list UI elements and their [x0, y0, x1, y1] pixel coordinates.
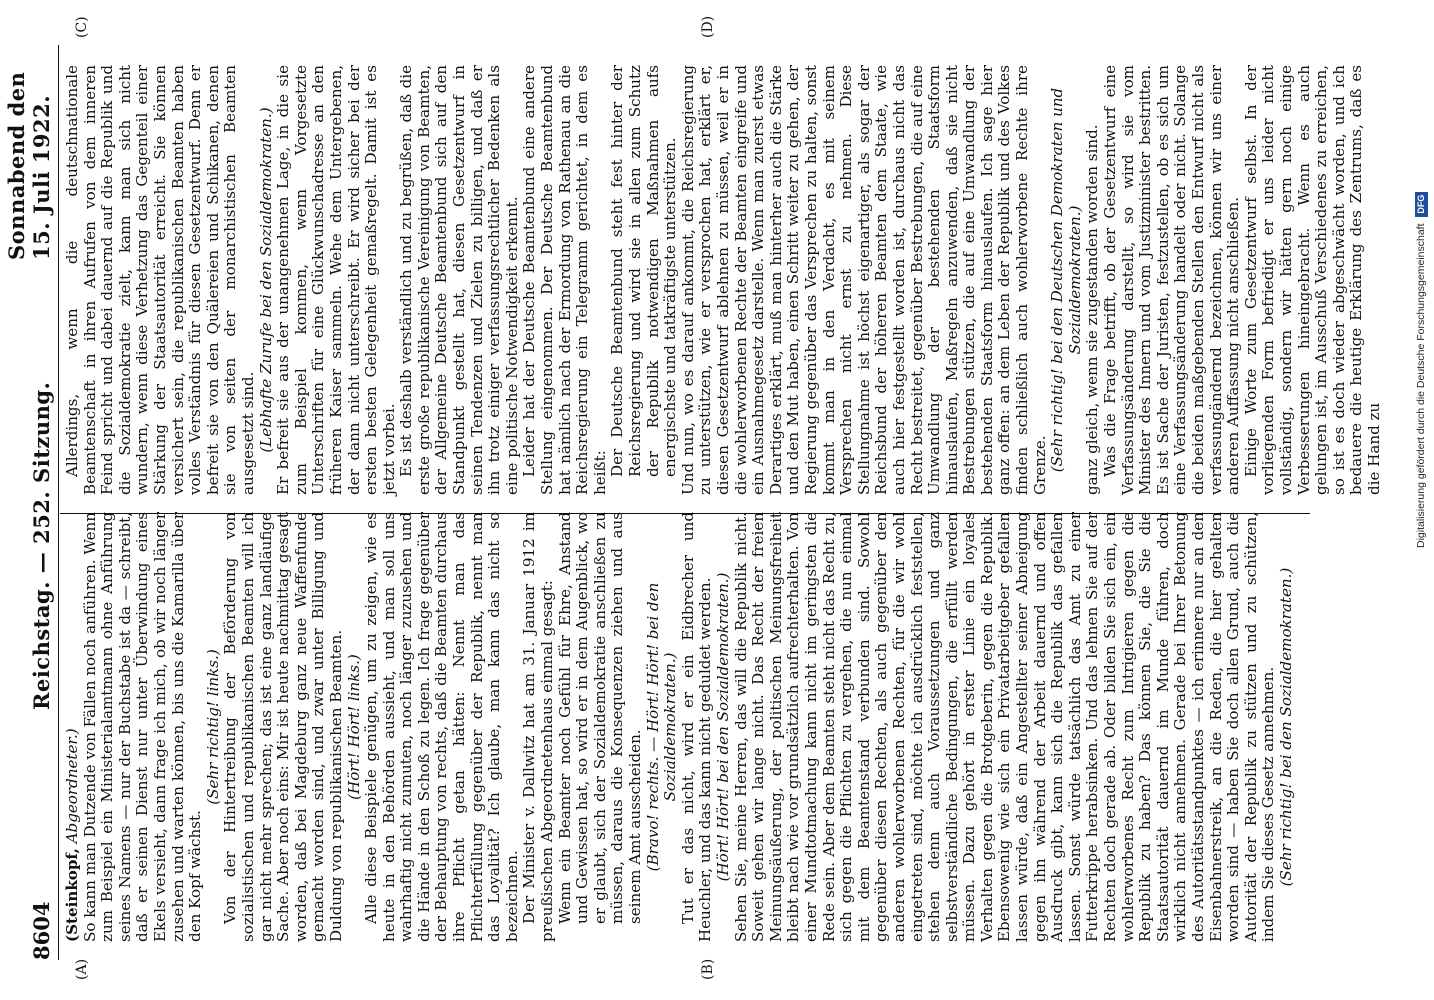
interjection: (Sehr richtig! bei den Deutschen Demokraten und Sozialdemokraten.) [1048, 87, 1084, 473]
paragraph: Einige Worte zum Gesetzentwurf selbst. In der vorliegenden Form befriedigt er uns leider nicht vollständig, sondern wir hätten gern noch einige Verbesserungen hineingebracht. Wenn es auch gelungen ist, im Ausschuß Verschiedenes zu erreichen, so ist es doch wieder abgeschwächt worden, und ich bedauere die heutige Erklärung des Zentrums, daß es die Hand zu [1241, 65, 1383, 495]
interjection: (Sehr richtig! bei den Sozialdemokraten.) [1276, 567, 1295, 887]
speaker-role: Abgeordneter.) [63, 728, 81, 849]
paragraph: Alle diese Beispiele genügen, um zu zeigen, wie es heute in den Behörden aussieht, und man soll uns wahrhaftig nicht zumuten, noch länger zuzusehen und die Hände in den Schoß zu legen. Ich frage gegenüber der Behauptung von rechts, daß die Beamten durchaus ihre Pflicht getan hätten: Nennt man das Pflichterfüllung gegenüber der Republik, nennt man das Loyalität? Ich glaube, man kann das nicht so bezeichnen. [362, 512, 521, 942]
header-right-title: Sonnabend den 15. Juli 1922. [4, 71, 54, 260]
interjection: (Bravo! rechts. — Hört! Hört! bei den Sozialdemokraten.) [643, 582, 680, 872]
header-left-title: Reichstag. — 252. Sitzung. [29, 381, 54, 710]
paragraph: Es ist deshalb verständlich und zu begrüßen, daß die erste große republikanische Vereinigung von Beamten, der Allgemeine Deutsche Beamtenbund sich auf den Standpunkt gestellt hat, diesen Gesetzentwurf in seinen Tendenzen und Zielen zu billigen, und daß er ihn trotz einiger verfassungsrechtlicher Bedenken als eine politische Notwendigkeit erkennt. [397, 65, 521, 495]
paragraph: Er befreit sie aus der unangenehmen Lage, in die sie zum Beispiel kommen, wenn Vorgesetzte Unterschriften für eine Glückwunschadresse an den früheren Kaiser sammeln. Wehe dem Untergebenen, der dann nicht unterschreibt. Er wird sicher bei der ersten besten Gelegenheit gemaßregelt. Damit ist es jetzt vorbei. [274, 65, 398, 495]
margin-mark-b: (B) [700, 958, 716, 980]
interjection: (Sehr richtig! links.) [203, 649, 222, 805]
paragraph: ganz gleich, wenn sie zugestanden worden sind. [1083, 124, 1102, 495]
column-divider [60, 513, 1310, 514]
paragraph: Tut er das nicht, wird er ein Eidbrecher und Heuchler, und das kann nicht geduldet werden. [678, 512, 715, 942]
dfg-logo: DFG [1415, 192, 1428, 217]
quotation: Der Deutsche Beamtenbund steht fest hinter der Reichsregierung und wird sie in allen zum Schutz der Republik notwendigen Maßnahmen aufs energischste und tatkräftigste unterstützen. [608, 65, 680, 477]
interjection: (Hört! Hört! bei den Sozialdemokraten.) [713, 572, 732, 882]
interjection: (Lebhafte Zurufe bei den Sozialdemokraten.) [256, 107, 275, 453]
margin-mark-a: (A) [74, 958, 90, 980]
paragraph: Von der Hintertreibung der Beförderung von sozialistischen und republikanischen Beamten will ich gar nicht mehr sprechen; das ist eine ganz landläufige Sache. Aber noch eins: Mir ist heute nachmittag gesagt worden, daß bei Magdeburg ganz neue Waffenfunde gemacht worden sind, und zwar unter Billigung und Duldung von republikanischen Beamten. [221, 512, 345, 942]
right-text-column [63, 65, 1383, 495]
paragraph: Leider hat der Deutsche Beamtenbund eine andere Stellung eingenommen. Der Deutsche Beamtenbund hat nämlich nach der Ermordung von Rathenau an die Reichsregierung ein Telegramm gerichtet, in dem es heißt: [520, 65, 609, 495]
interjection: (Hört! Hört! links.) [344, 654, 363, 800]
credit-text: Digitalisierung gefördert durch die Deutsche Forschungsgemeinschaft [1415, 223, 1427, 548]
paragraph: Allerdings, wenn die deutschnationale Beamtenschaft in ihren Aufrufen von dem inneren Feind spricht und dabei dauernd auf die Republik und die Sozialdemokratie zielt, kann man sich nicht wundern, wenn diese Verhetzung das Gegenteil einer Stärkung der Staatsautorität erreicht. Sie können versichert sein, die republikanischen Beamten haben volles Verständnis für diesen Gesetzentwurf. Denn er befreit sie von den Quälereien und Schikanen, denen sie von seiten der monarchistischen Beamten ausgesetzt sind. [63, 65, 257, 495]
page-header [4, 45, 59, 960]
left-text-column [64, 512, 1299, 942]
speaker-line [64, 512, 82, 942]
paragraph: So kann man Dutzende von Fällen noch anführen. Wenn zum Beispiel ein Ministerialamtmann ohne Anführung seines Namens — nur der Buchstabe ist da — schreibt, daß er seinen Dienst nur unter Überwindung eines Ekels versieht, dann frage ich mich, ob wir noch länger zusehen und warten können, bis uns die Kamarilla über den Kopf wächst. [80, 512, 205, 942]
paragraph: Was die Frage betrifft, ob der Gesetzentwurf eine Verfassungsänderung darstellt, so wird sie vom Minister des Innern und vom Justizminister bestritten. Es ist Sache der Juristen, festzustellen, ob es sich um eine Verfassungsänderung handelt oder nicht. Solange die beiden maßgebenden Stellen den Entwurf nicht als verfassungändernd bezeichnen, können wir uns einer anderen Auffassung nicht anschließen. [1101, 65, 1243, 495]
speaker-name: (Steinkopf, [63, 848, 81, 942]
page-number: 8604 [29, 901, 54, 960]
paragraph: Und nun, wo es darauf ankommt, die Reichsregierung zu unterstützen, wie er versprochen hat, erklärt er, diesen Gesetzentwurf ablehnen zu müssen, weil er in die wohlerworbenen Rechte der Beamten eingreife und ein Ausnahmegesetz darstelle. Wenn man zuerst etwas Derartiges erklärt, muß man hinterher auch die Stärke und den Mut haben, einen Schritt weiter zu gehen, der Regierung gegenüber das Versprechen zu halten, sonst kommt man in den Verdacht, es mit seinem Versprechen nicht ernst zu nehmen. Diese Stellungnahme ist höchst eigenartiger, als sogar der Reichsbund der höheren Beamten dem Staate, wie auch hier festgestellt worden ist, durchaus nicht das Recht bestreitet, gegenüber Bestrebungen, die auf eine Umwandlung der bestehenden Staatsform hinauslaufen, Maßregeln anzuwenden, daß sie nicht Bestrebungen stützen, die auf eine Umwandlung der bestehenden Staatsform hinauslaufen. Ich sage hier ganz offen: an dem Leben der Republik und des Volkes finden schließlich auch wohlerworbene Rechte ihre Grenze. [678, 65, 1049, 495]
margin-mark-d: (D) [700, 15, 716, 38]
paragraph: Der Minister v. Dallwitz hat am 31. Januar 1912 im preußischen Abgeordnetenhaus einmal gesagt: [520, 512, 557, 942]
quotation: Wenn ein Beamter noch Gefühl für Ehre, Anstand und Gewissen hat, so wird er in dem Augenblick, wo er glaubt, sich der Sozialdemokratie anschließen zu müssen, daraus die Konsequenzen ziehen und aus seinem Amt ausscheiden. [555, 512, 644, 924]
margin-mark-c: (C) [74, 16, 90, 38]
paragraph: Sehen Sie, meine Herren, das will die Republik nicht. Soweit gehen wir lange nicht. Das Recht der freien Meinungsäußerung, der politischen Meinungsfreiheit bleibt nach wie vor grundsätzlich aufrechterhalten. Von einer Mundtotmachung kann nicht im geringsten die Rede sein. Aber dem Beamten steht nicht das Recht zu, sich gegen die Pflichten zu vergehen, die nun einmal mit dem Beamtenstand verbunden sind. Sowohl gegenüber diesen Rechten, als auch gegenüber den anderen wohlerworbenen Rechten, für die wir wohl eingetreten sind, möchte ich ausdrücklich feststellen, stehen denn auch Voraussetzungen und ganz selbstverständliche Bedingungen, die erfüllt werden müssen. Dazu gehört in erster Linie ein loyales Verhalten gegen die Brotgeberin, gegen die Republik. Ebensowenig wie sich ein Privatarbeitgeber gefallen lassen würde, daß ein Angestellter seiner Abneigung gegen ihn während der Arbeit dauernd und offen Ausdruck gibt, kann sich die Republik das gefallen lassen. Sonst würde tatsächlich das Amt zu einer Futterkrippe herabsinken. Und das lehnen Sie auf der Rechten doch gerade ab. Oder bilden Sie sich ein, ein wohlerworbenes Recht zum Intrigieren gegen die Republik zu haben? Das können Sie, die Sie die Staatsautorität dauernd im Munde führen, doch wirklich nicht annehmen. Gerade bei Ihrer Betonung des Autoritätsstandpunktes — ich erinnere nur an den Eisenbahnerstreik, an die Reden, die hier gehalten worden sind — haben Sie doch allen Grund, auch die Autorität der Republik zu stützen und zu schützen, indem Sie dieses Gesetz annehmen. [731, 512, 1278, 942]
digitization-credit [1410, 8, 1434, 548]
